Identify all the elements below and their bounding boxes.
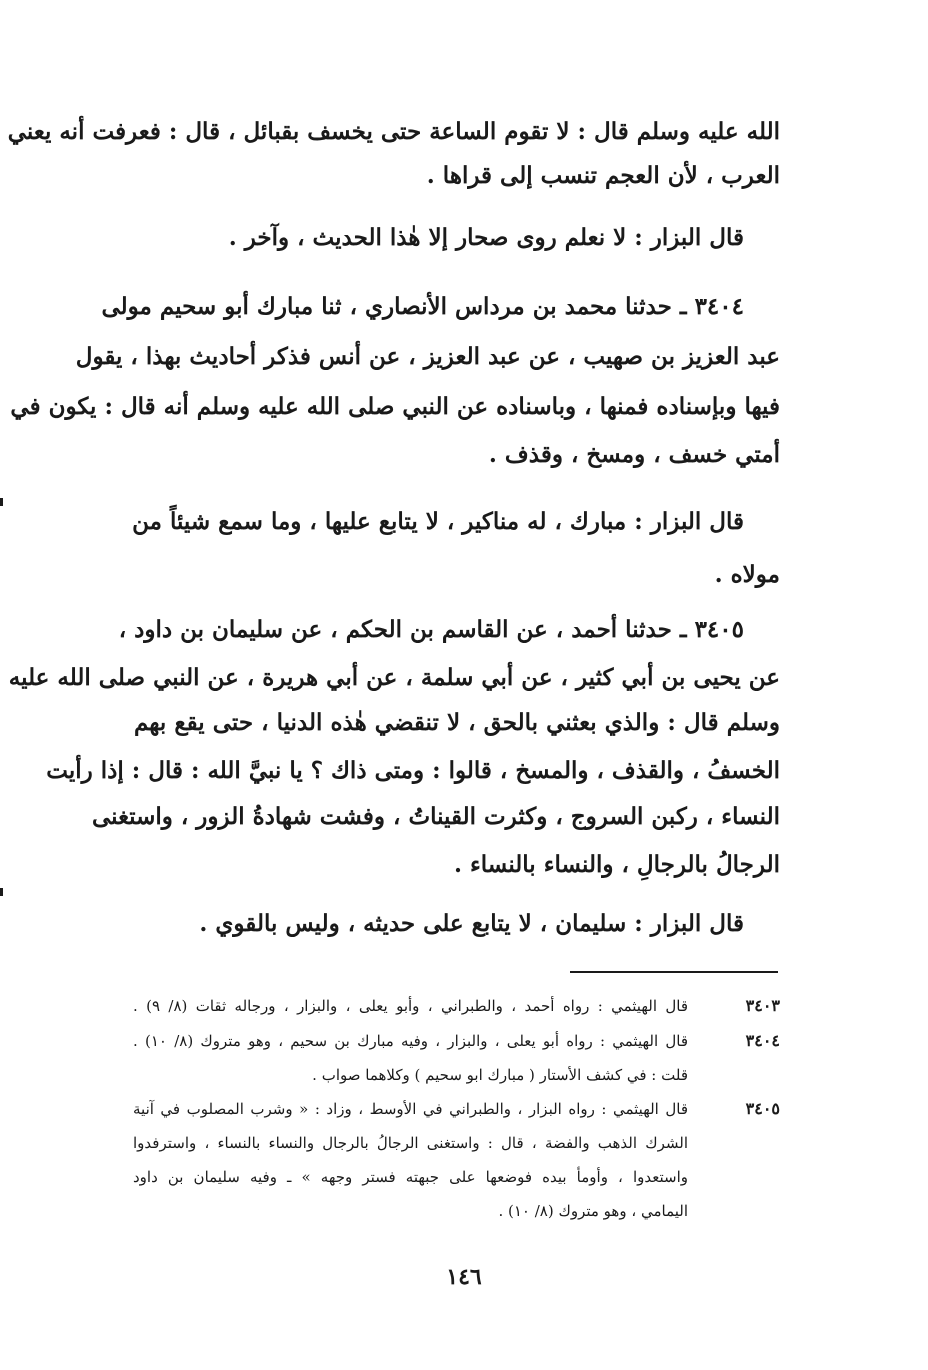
- text-line: مولاه .: [714, 561, 780, 588]
- footnote-line: الشرك الذهب والفضة ، قال : واستغنى الرجالُ بالرجال والنساء بالنساء ، واسترفدوا: [133, 1134, 688, 1152]
- text-line: فيها وبإسناده فمنها ، وباسناده عن النبي صلى الله عليه وسلم أنه قال : يكون في: [10, 393, 780, 420]
- text-line: الخسفُ ، والقذف ، والمسخ ، قالوا : ومتى ذاك ؟ يا نبيَّ الله : قال : إذا رأيت: [46, 757, 780, 784]
- footnote-number: ٣٤٠٤: [745, 1031, 780, 1050]
- text-line: النساء ، ركبن السروج ، وكثرت القيناتُ ، وفشت شهادةُ الزور ، واستغنى: [91, 803, 780, 830]
- hadith-3405-start: ٣٤٠٥ ـ حدثنا أحمد ، عن القاسم بن الحكم ، عن سليمان بن داود ،: [118, 616, 744, 643]
- text-line: الرجالُ بالرجالِ ، والنساء بالنساء .: [453, 851, 780, 878]
- footnote-separator: [570, 971, 778, 973]
- footnote-line: قال الهيثمي : رواه أحمد ، والطبراني ، وأبو يعلى ، والبزار ، ورجاله ثقات (٨/ ٩) .: [133, 997, 688, 1015]
- text-line: أمتي خسف ، ومسخ ، وقذف .: [488, 441, 780, 468]
- scan-edge-mark: [0, 498, 3, 506]
- footnote-line: اليمامي ، وهو متروك (٨/ ١٠) .: [498, 1202, 688, 1220]
- footnote-line: واستعدوا ، وأومأ بيده فوضعها على جبهته فستر وجهه » ـ وفيه سليمان بن داود: [133, 1168, 688, 1186]
- page-number: ١٤٦: [446, 1264, 482, 1290]
- footnote-number: ٣٤٠٥: [745, 1099, 780, 1118]
- text-line: قال البزار : لا نعلم روى صحار إلا هٰذا الحديث ، وآخر .: [228, 224, 744, 251]
- footnote-number: ٣٤٠٣: [745, 996, 780, 1015]
- footnote-line: قال الهيثمي : رواه أبو يعلى ، والبزار ، وفيه مبارك بن سحيم ، وهو متروك (٨/ ١٠) .: [133, 1032, 688, 1050]
- text-line: عبد العزيز بن صهيب ، عن عبد العزيز ، عن أنس فذكر أحاديث بهذا ، يقول: [75, 343, 780, 370]
- text-line: قال البزار : سليمان ، لا يتابع على حديثه ، وليس بالقوي .: [199, 910, 744, 937]
- footnote-line: قال الهيثمي : رواه البزار ، والطبراني في الأوسط ، وزاد : « وشرب المصلوب في آنية: [133, 1100, 688, 1118]
- text-line: عن يحيى بن أبي كثير ، عن أبي سلمة ، عن أبي هريرة ، عن النبي صلى الله عليه: [8, 664, 780, 691]
- text-line: الله عليه وسلم قال : لا تقوم الساعة حتى يخسف بقبائل ، قال : فعرفت أنه يعني: [7, 118, 780, 145]
- text-line: العرب ، لأن العجم تنسب إلى قراها .: [426, 162, 780, 189]
- scan-edge-mark: [0, 888, 3, 896]
- footnote-line: قلت : في كشف الأستار ( مبارك ابو سحيم ) وكلاهما صواب .: [312, 1066, 688, 1084]
- hadith-3404-start: ٣٤٠٤ ـ حدثنا محمد بن مرداس الأنصاري ، ثنا مبارك أبو سحيم مولى: [101, 293, 744, 320]
- text-line: وسلم قال : والذي بعثني بالحق ، لا تنقضي هٰذه الدنيا ، حتى يقع بهم: [134, 709, 780, 736]
- text-line: قال البزار : مبارك ، له مناكير ، لا يتابع عليها ، وما سمع شيئاً من: [132, 508, 744, 535]
